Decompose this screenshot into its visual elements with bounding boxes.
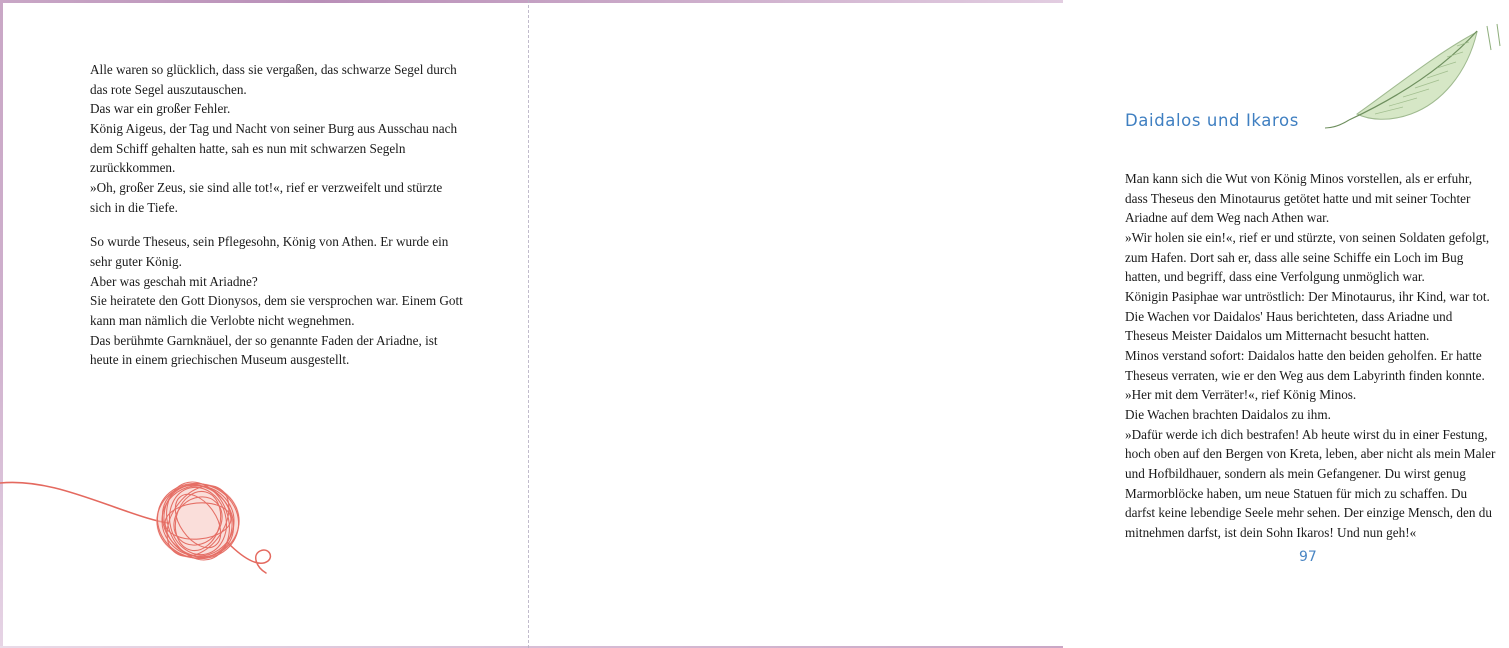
paragraph: Sie heiratete den Gott Dionysos, dem sie versprochen war. Einem Gott kann man nämlich die Verlobte nicht wegnehmen. — [90, 293, 463, 329]
paragraph: Das berühmte Garnknäuel, der so genannte Faden der Ariadne, ist heute in einem griechischen Museum ausgestellt. — [90, 332, 438, 368]
paragraph: »Dafür werde ich dich bestrafen! Ab heute wirst du in einer Festung, hoch oben auf den Bergen von Kreta, leben, aber nicht als mein Maler und Hofbildhauer, sondern als mein Gefangener. Du wirst genug Marmorblöcke haben, um neue Statuen für mich zu schaffen. Du darfst keine lebendige Seele mehr sehen. Der einzige Mensch, den du mitnehmen darfst, ist dein Sohn Ikaros! Und nun geh!« — [1125, 426, 1496, 541]
page-number: 97 — [1299, 549, 1317, 565]
paragraph: Aber was geschah mit Ariadne? — [90, 273, 258, 289]
paragraph: Die Wachen brachten Daidalos zu ihm. — [1125, 407, 1331, 423]
left-page — [0, 0, 528, 648]
paragraph: Alle waren so glücklich, dass sie vergaßen, das schwarze Segel durch das rote Segel auszutauschen. — [90, 62, 457, 97]
paragraph: Die Wachen vor Daidalos' Haus berichteten, dass Ariadne und Theseus Meister Daidalos um Mitternacht besucht hatten. — [1125, 308, 1453, 344]
paragraph: Minos verstand sofort: Daidalos hatte den beiden geholfen. Er hatte Theseus verraten, wie er den Weg aus dem Labyrinth finden konnte. — [1125, 348, 1485, 383]
paragraph: »Wir holen sie ein!«, rief er und stürzte, von seinen Soldaten gefolgt, zum Hafen. Dort sah er, dass alle seine Schiffe ein Loch im Bug hatten, und begriff, dass eine Verfolgung unmöglich war. — [1125, 230, 1490, 285]
paragraph: Das war ein großer Fehler. — [90, 101, 231, 117]
paragraph: Königin Pasiphae war untröstlich: Der Minotaurus, ihr Kind, war tot. — [1125, 289, 1490, 305]
right-page — [529, 0, 1496, 648]
paragraph: So wurde Theseus, sein Pflegesohn, König von Athen. Er wurde ein sehr guter König. — [90, 234, 449, 270]
paragraph: König Aigeus, der Tag und Nacht von seiner Burg aus Ausschau nach dem Schiff gehalten hatte, sah es nun mit schwarzen Segeln zurückkommen. — [90, 121, 458, 176]
right-page-body — [1125, 169, 1497, 543]
feather-illustration — [1319, 22, 1509, 142]
paragraph: »Oh, großer Zeus, sie sind alle tot!«, rief er verzweifelt und stürzte sich in die Tiefe. — [90, 180, 443, 215]
chapter-title: Daidalos und Ikaros — [1125, 111, 1299, 130]
yarn-ball-illustration — [0, 455, 300, 595]
paragraph: Man kann sich die Wut von König Minos vorstellen, als er erfuhr, dass Theseus den Minotaurus getötet hatte und mit seiner Tochter Ariadne auf dem Weg nach Athen war. — [1125, 171, 1473, 226]
paragraph: »Her mit dem Verräter!«, rief König Minos. — [1125, 387, 1357, 403]
left-page-body — [90, 60, 465, 370]
